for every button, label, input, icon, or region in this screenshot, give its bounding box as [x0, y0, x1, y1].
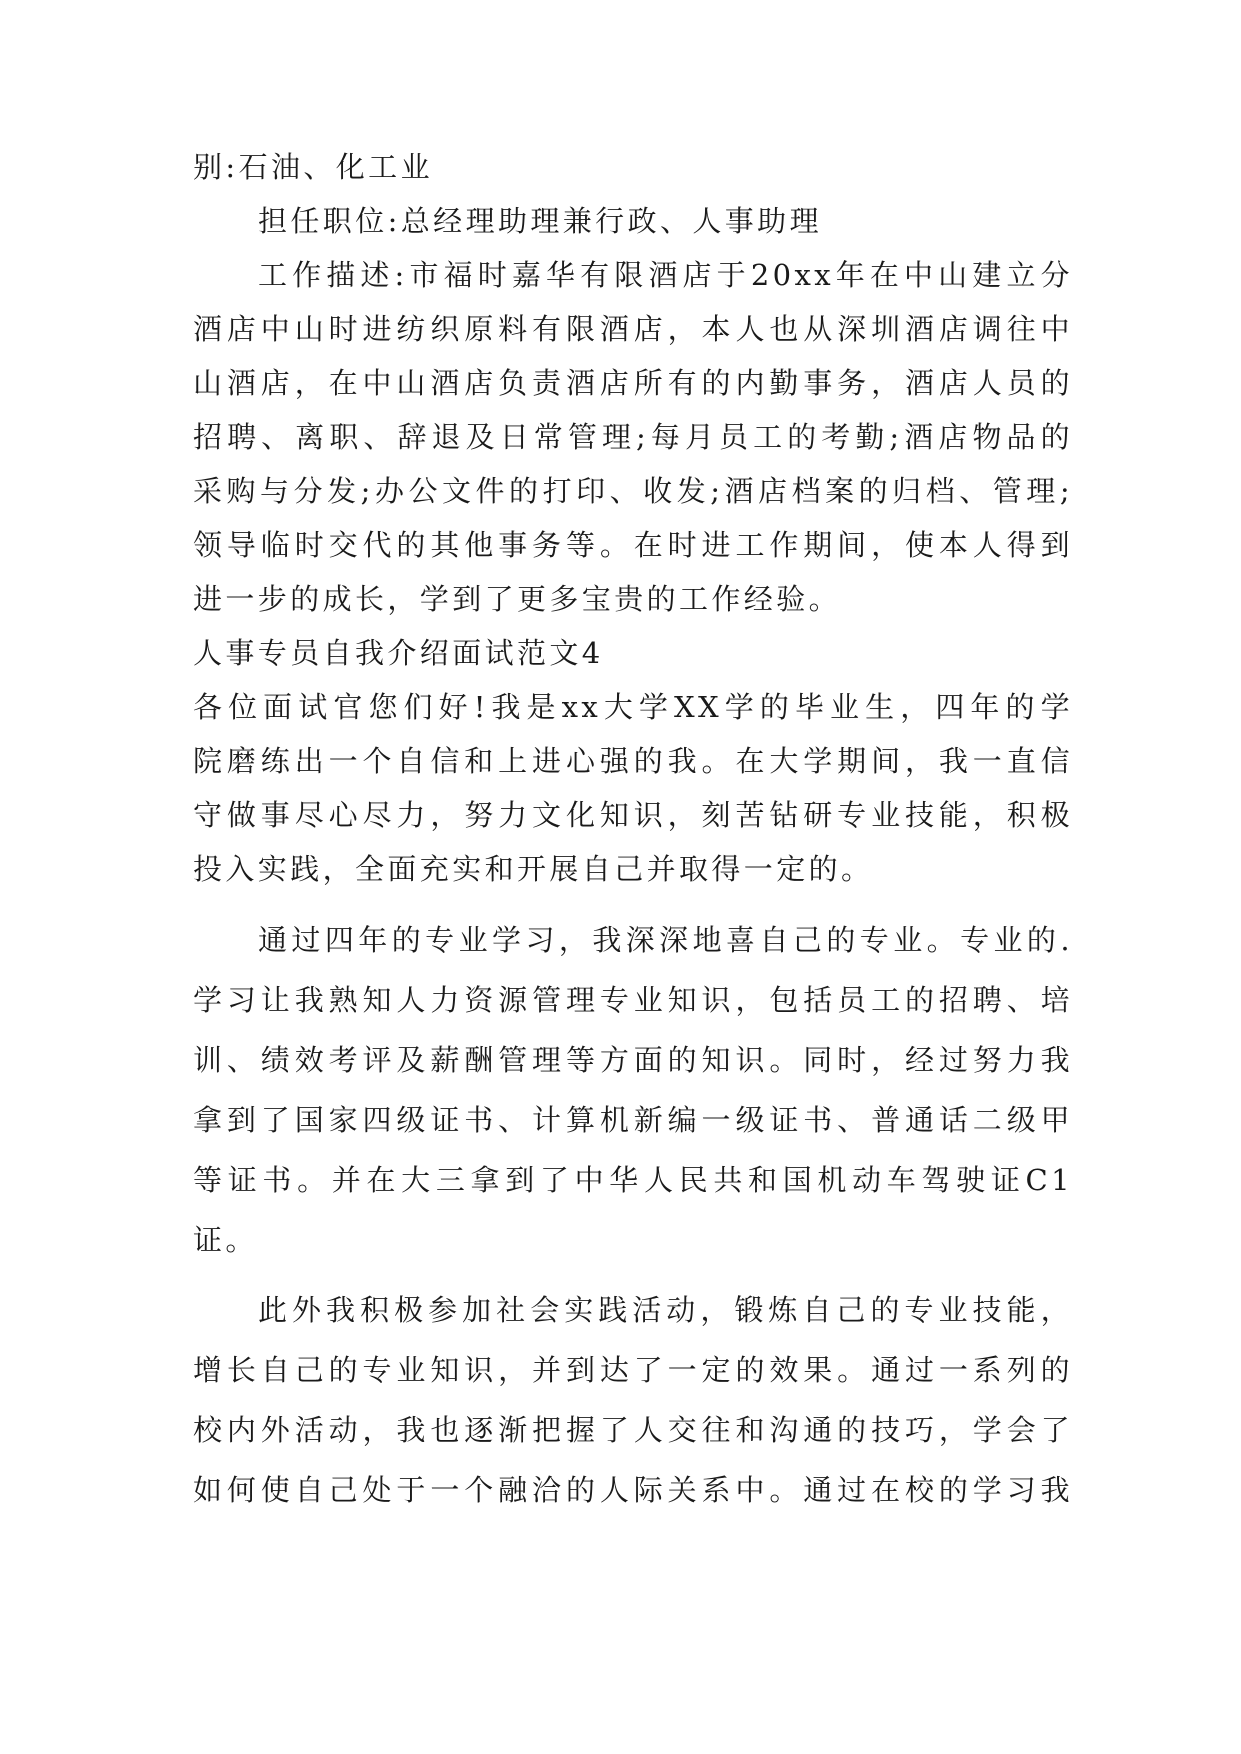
text-line: 担任职位:总经理助理兼行政、人事助理	[258, 204, 822, 238]
section-heading: 人事专员自我介绍面试范文4	[193, 636, 604, 670]
text-line: 增长自己的专业知识，并到达了一定的效果。通过一系列的	[193, 1353, 1073, 1387]
text-line: 此外我积极参加社会实践活动，锻炼自己的专业技能，	[258, 1293, 1073, 1327]
text-line: 酒店中山时进纺织原料有限酒店，本人也从深圳酒店调往中	[193, 312, 1073, 346]
text-line: 拿到了国家四级证书、计算机新编一级证书、普通话二级甲	[193, 1103, 1073, 1137]
text-line: 各位面试官您们好!我是xx大学XX学的毕业生，四年的学	[193, 690, 1073, 724]
text-line: 学习让我熟知人力资源管理专业知识，包括员工的招聘、培	[193, 983, 1073, 1017]
text-line: 校内外活动，我也逐渐把握了人交往和沟通的技巧，学会了	[193, 1413, 1073, 1447]
text-line: 通过四年的专业学习，我深深地喜自己的专业。专业的.	[258, 923, 1073, 957]
text-line: 山酒店，在中山酒店负责酒店所有的内勤事务，酒店人员的	[193, 366, 1073, 400]
text-line: 别:石油、化工业	[193, 150, 433, 184]
text-line: 如何使自己处于一个融洽的人际关系中。通过在校的学习我	[193, 1473, 1073, 1507]
text-line: 招聘、离职、辞退及日常管理;每月员工的考勤;酒店物品的	[193, 420, 1073, 454]
text-line: 投入实践，全面充实和开展自己并取得一定的。	[193, 852, 874, 886]
text-line: 采购与分发;办公文件的打印、收发;酒店档案的归档、管理;	[193, 474, 1073, 508]
text-line: 训、绩效考评及薪酬管理等方面的知识。同时，经过努力我	[193, 1043, 1073, 1077]
text-line: 院磨练出一个自信和上进心强的我。在大学期间，我一直信	[193, 744, 1073, 778]
text-line: 工作描述:市福时嘉华有限酒店于20xx年在中山建立分	[258, 258, 1073, 292]
text-line: 进一步的成长，学到了更多宝贵的工作经验。	[193, 582, 842, 616]
text-line: 等证书。并在大三拿到了中华人民共和国机动车驾驶证C1	[193, 1163, 1073, 1197]
text-line: 证。	[193, 1223, 258, 1257]
text-line: 守做事尽心尽力，努力文化知识，刻苦钻研专业技能，积极	[193, 798, 1073, 832]
text-line: 领导临时交代的其他事务等。在时进工作期间，使本人得到	[193, 528, 1073, 562]
